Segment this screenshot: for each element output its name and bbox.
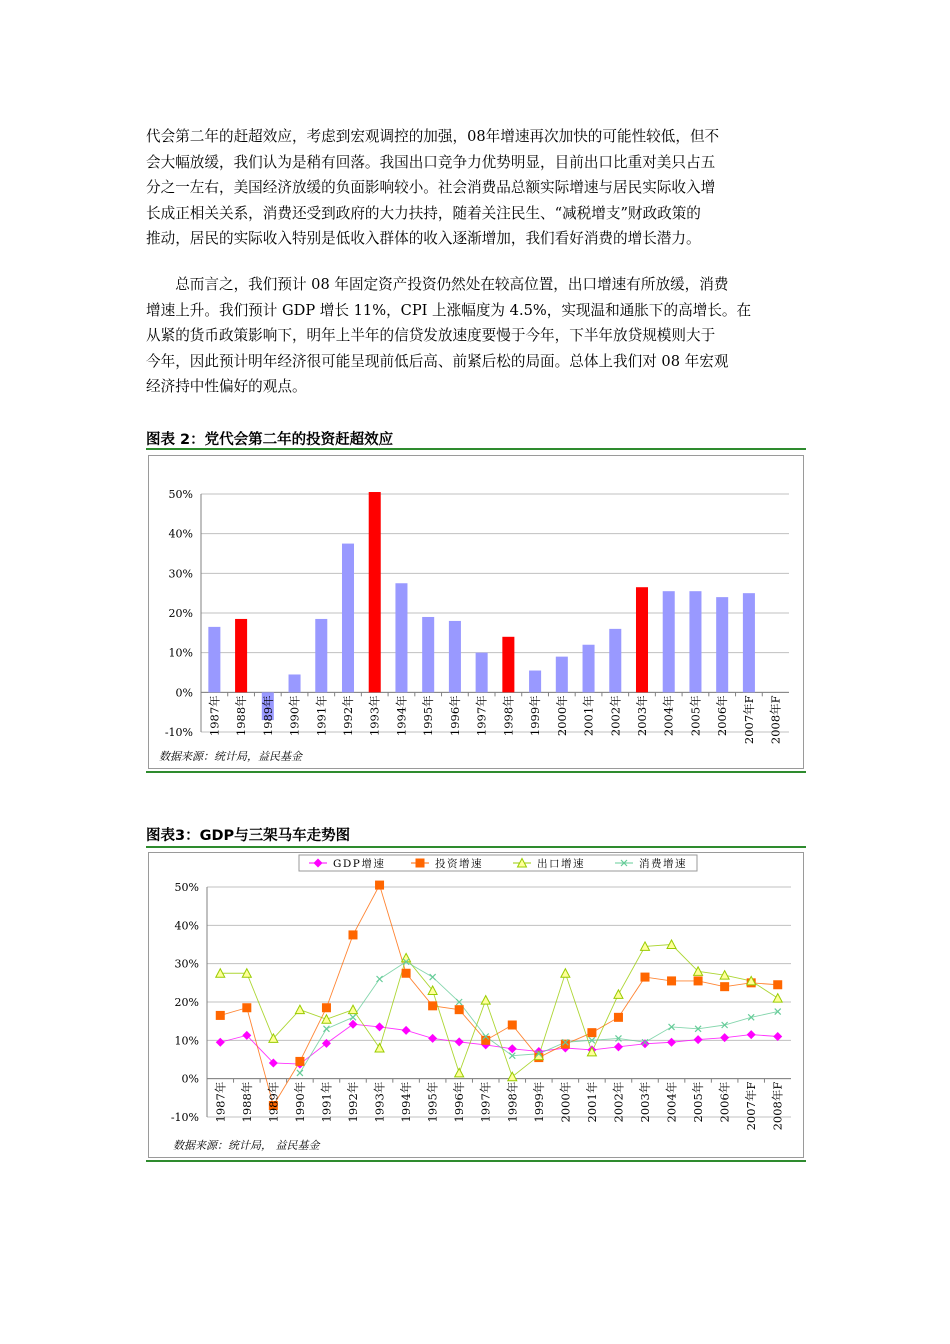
paragraph-1 <box>146 124 806 252</box>
data-point <box>349 930 358 939</box>
data-point <box>402 1026 411 1035</box>
bar <box>235 619 247 692</box>
bar <box>636 587 648 692</box>
y-tick-label: 20% <box>174 996 199 1009</box>
x-tick-label: 2008年F <box>768 695 783 745</box>
x-tick-label: 2008年F <box>770 1081 785 1131</box>
data-point <box>242 1003 251 1012</box>
bar <box>289 674 301 692</box>
figure-2-source: 数据来源：统计局，益民基金 <box>159 750 302 763</box>
data-point <box>322 1015 331 1024</box>
data-point <box>402 969 411 978</box>
x-tick-label: 1993年 <box>372 1081 387 1123</box>
data-point <box>349 1005 358 1014</box>
text-line: 增速上升。我们预计 GDP 增长 11%，CPI 上涨幅度为 4.5%，实现温和通胀下的高增长。在 <box>146 301 752 319</box>
data-point <box>508 1044 517 1053</box>
x-tick-label: 1991年 <box>319 1081 334 1123</box>
x-tick-label: 1999年 <box>531 1081 546 1123</box>
x-tick-label: 1998年 <box>501 695 516 737</box>
x-tick-label: 2007年F <box>744 1081 759 1131</box>
text-line: 经济持中性偏好的观点。 <box>146 378 307 396</box>
figure-3-frame <box>148 852 804 1158</box>
x-tick-label: 1987年 <box>207 695 222 737</box>
data-point <box>350 1014 356 1020</box>
data-point <box>455 1037 464 1046</box>
x-tick-label: 1988年 <box>239 1081 254 1123</box>
figure-3-title: 图表3：GDP与三架马车走势图 <box>146 828 351 844</box>
data-point <box>614 1013 623 1022</box>
x-tick-label: 2000年 <box>558 1081 573 1123</box>
x-tick-label: 2006年 <box>717 1081 732 1123</box>
x-tick-label: 2002年 <box>611 1081 626 1123</box>
x-tick-label: 2005年 <box>688 695 703 737</box>
x-tick-label: 2000年 <box>554 695 569 737</box>
x-tick-label: 1997年 <box>478 1081 493 1123</box>
data-point <box>375 1022 384 1031</box>
bar <box>529 671 541 693</box>
data-point <box>323 1026 329 1032</box>
y-tick-label: 0% <box>181 1072 199 1086</box>
data-point <box>216 1011 225 1020</box>
x-tick-label: 1995年 <box>421 695 436 737</box>
x-tick-label: 1994年 <box>399 1081 414 1123</box>
data-point <box>375 1044 384 1053</box>
x-tick-label: 1992年 <box>346 1081 360 1123</box>
y-tick-label: 50% <box>174 881 199 894</box>
bar <box>208 627 220 692</box>
y-tick-label: 40% <box>168 527 193 541</box>
x-tick-label: 2003年 <box>638 1081 652 1123</box>
bar <box>422 617 434 692</box>
bar <box>502 637 514 693</box>
data-point <box>455 1068 464 1077</box>
figure-2-title: 图表 2：党代会第二年的投资赶超效应 <box>146 432 394 448</box>
data-point <box>694 1035 703 1044</box>
data-point <box>295 1005 304 1014</box>
text-line: 推动，居民的实际收入特别是低收入群体的收入逐渐增加，我们看好消费的增长潜力。 <box>146 230 701 248</box>
y-tick-label: 10% <box>174 1034 199 1048</box>
x-tick-label: 2007年F <box>741 695 756 745</box>
x-tick-label: 1989年 <box>266 1081 281 1123</box>
x-tick-label: 1990年 <box>292 1081 307 1123</box>
x-tick-label: 1993年 <box>367 695 382 737</box>
x-tick-label: 2006年 <box>715 695 730 737</box>
y-tick-label: 50% <box>168 488 193 501</box>
figure-3-source: 数据来源：统计局， 益民基金 <box>173 1139 320 1152</box>
bar <box>743 593 755 692</box>
data-point <box>322 1003 331 1012</box>
x-tick-label: 2001年 <box>581 695 596 737</box>
x-tick-label: 2004年 <box>664 1081 679 1123</box>
legend-label: GDP增速 <box>333 858 386 870</box>
bar <box>689 591 701 692</box>
bar <box>716 597 728 692</box>
data-point <box>667 940 676 949</box>
data-point <box>416 859 425 868</box>
data-point <box>773 994 782 1003</box>
x-tick-label: 1997年 <box>474 695 489 737</box>
y-tick-label: 20% <box>168 607 193 620</box>
figure-3-top-rule <box>146 846 806 848</box>
data-point <box>295 1057 304 1066</box>
text-line: 今年，因此预计明年经济很可能呈现前低后高、前紧后松的局面。总体上我们对 08 年宏观 <box>146 352 729 370</box>
series-line <box>220 945 777 1077</box>
data-point <box>455 1005 464 1014</box>
x-tick-label: 1990年 <box>287 695 302 737</box>
x-tick-label: 1996年 <box>452 1081 467 1123</box>
figure-2-frame <box>148 455 804 769</box>
y-tick-label: 40% <box>174 919 199 933</box>
text-line: 总而言之，我们预计 08 年固定资产投资仍然处在较高位置，出口增速有所放缓，消费 <box>146 276 729 293</box>
line-chart <box>149 853 803 1157</box>
bar <box>342 544 354 693</box>
x-tick-label: 1992年 <box>341 695 355 737</box>
bar <box>663 591 675 692</box>
x-tick-label: 1996年 <box>447 695 462 737</box>
paragraph-2 <box>146 272 806 400</box>
data-point <box>773 980 782 989</box>
bar <box>369 492 381 692</box>
figure-2-bottom-rule <box>146 771 806 773</box>
text-line: 分之一左右，美国经济放缓的负面影响较小。社会消费品总额实际增速与居民实际收入增 <box>146 179 716 197</box>
data-point <box>349 1020 358 1029</box>
data-point <box>428 1034 437 1043</box>
x-tick-label: 1991年 <box>314 695 329 737</box>
data-point <box>428 1001 437 1010</box>
text-line: 从紧的货币政策影响下，明年上半年的信贷发放速度要慢于今年，下半年放贷规模则大于 <box>146 327 716 345</box>
x-tick-label: 1987年 <box>213 1081 228 1123</box>
data-point <box>747 1030 756 1039</box>
data-point <box>720 982 729 991</box>
x-tick-label: 2005年 <box>691 1081 706 1123</box>
data-point <box>508 1021 517 1030</box>
data-point <box>508 1072 517 1081</box>
x-tick-label: 1989年 <box>260 695 275 737</box>
data-point <box>297 1070 303 1076</box>
x-tick-label: 1999年 <box>528 695 543 737</box>
bar-chart <box>149 456 803 768</box>
bar <box>609 629 621 692</box>
data-point <box>481 996 490 1005</box>
legend-label: 投资增速 <box>435 858 483 870</box>
text-line: 长成正相关关系，消费还受到政府的大力扶持，随着关注民生、“减税增支”财政政策的 <box>146 204 701 222</box>
x-tick-label: 1998年 <box>505 1081 520 1123</box>
x-tick-label: 2001年 <box>584 1081 599 1123</box>
bar <box>583 645 595 693</box>
legend-label: 消费增速 <box>639 858 687 870</box>
data-point <box>773 1032 782 1041</box>
x-tick-label: 1994年 <box>394 695 409 737</box>
bar <box>315 619 327 692</box>
bar <box>395 583 407 692</box>
data-point <box>667 1038 676 1047</box>
text-line: 代会第二年的赶超效应，考虑到宏观调控的加强，08年增速再次加快的可能性较低，但不 <box>146 128 720 145</box>
data-point <box>377 976 383 982</box>
x-tick-label: 1988年 <box>234 695 249 737</box>
text-line: 会大幅放缓，我们认为是稍有回落。我国出口竞争力优势明显，目前出口比重对美只占五 <box>146 153 716 171</box>
data-point <box>614 990 623 999</box>
bar <box>449 621 461 692</box>
figure-2-top-rule <box>146 448 806 450</box>
data-point <box>587 1028 596 1037</box>
y-tick-label: 30% <box>174 957 199 971</box>
bar <box>476 653 488 693</box>
data-point <box>216 1038 225 1047</box>
y-tick-label: 10% <box>168 646 193 660</box>
data-point <box>561 1040 570 1049</box>
x-tick-label: 2004年 <box>661 695 676 737</box>
figure-3-bottom-rule <box>146 1160 806 1162</box>
series-line <box>220 885 777 1105</box>
y-tick-label: 0% <box>175 686 193 700</box>
y-tick-label: -10% <box>170 1111 199 1124</box>
data-point <box>614 1042 623 1051</box>
data-point <box>561 969 570 978</box>
x-tick-label: 2003年 <box>635 695 649 737</box>
data-point <box>430 974 436 980</box>
data-point <box>402 953 411 962</box>
y-tick-label: -10% <box>164 726 193 739</box>
y-tick-label: 30% <box>168 567 193 581</box>
data-point <box>667 976 676 985</box>
data-point <box>641 973 650 982</box>
x-tick-label: 1995年 <box>425 1081 440 1123</box>
data-point <box>375 881 384 890</box>
legend-label: 出口增速 <box>537 858 585 870</box>
x-tick-label: 2002年 <box>608 695 623 737</box>
bar <box>556 657 568 693</box>
data-point <box>694 976 703 985</box>
